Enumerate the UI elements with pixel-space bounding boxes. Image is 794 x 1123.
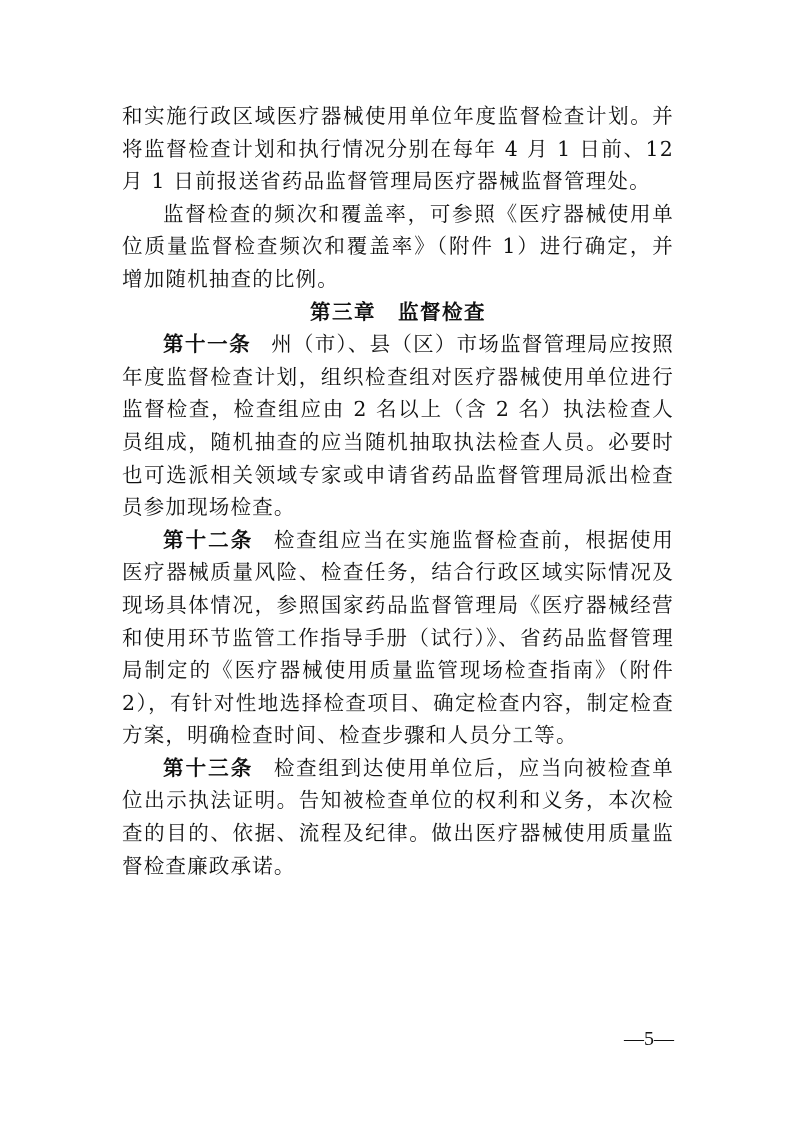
article-label: 第十三条: [163, 755, 254, 780]
article-12: [122, 524, 674, 752]
article-13: [122, 752, 674, 882]
article-label: 第十一条: [163, 332, 252, 357]
article-text: 州（市）、县（区）市场监督管理局应按照年度监督检查计划，组织检查组对医疗器械使用单位进行监督检查，检查组应由 2 名以上（含 2 名）执法检查人员组成，随机抽查的应当随机抽取执法检查人员。必要时也可选派相关领域专家或申请省药品监督管理局派出检查员参加现场检查。: [122, 332, 674, 520]
chapter-heading: [122, 296, 674, 329]
page-number: —5—: [624, 1028, 674, 1050]
chapter-number: 第三章: [310, 299, 376, 324]
article-text: 检查组到达使用单位后，应当向被检查单位出示执法证明。告知被检查单位的权利和义务，本次检查的目的、依据、流程及纪律。做出医疗器械使用质量监督检查廉政承诺。: [122, 755, 675, 878]
document-body: [122, 100, 674, 882]
chapter-title: 监督检查: [398, 299, 486, 324]
article-text: 检查组应当在实施监督检查前，根据使用医疗器械质量风险、检查任务，结合行政区域实际情况及现场具体情况，参照国家药品监督管理局《医疗器械经营和使用环节监管工作指导手册（试行）》、省药品监督管理局制定的《医疗器械使用质量监管现场检查指南》（附件 2），有针对性地选择检查项目、确定检查内容，制定检查方案，明确检查时间、检查步骤和人员分工等。: [122, 527, 675, 748]
paragraph-continued: 和实施行政区域医疗器械使用单位年度监督检查计划。并将监督检查计划和执行情况分别在每年 4 月 1 日前、12 月 1 日前报送省药品监督管理局医疗器械监督管理处。: [122, 104, 674, 194]
article-11: [122, 328, 674, 524]
paragraph-frequency: 监督检查的频次和覆盖率，可参照《医疗器械使用单位质量监督检查频次和覆盖率》（附件 1）进行确定，并增加随机抽查的比例。: [122, 201, 674, 291]
article-label: 第十二条: [163, 527, 254, 552]
